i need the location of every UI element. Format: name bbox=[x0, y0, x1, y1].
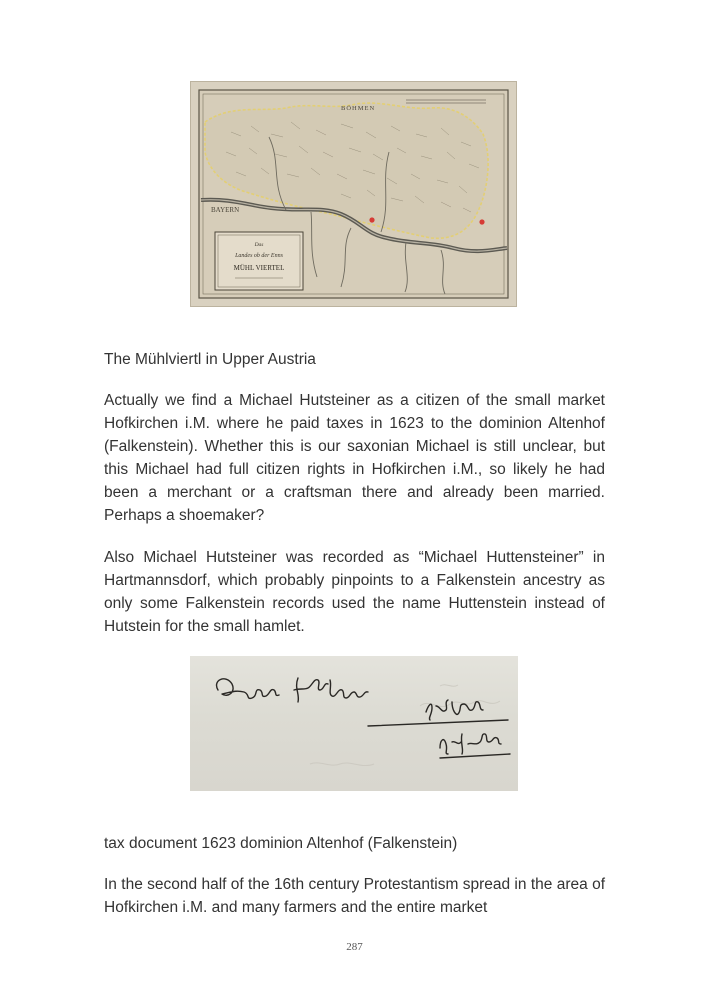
svg-text:Landes ob der Enns: Landes ob der Enns bbox=[235, 253, 283, 259]
handwriting-drawing bbox=[190, 656, 518, 791]
paragraph: In the second half of the 16th century Protestantism spread in the area of Hofkirchen i.M. and many farmers and the entire market bbox=[104, 876, 605, 916]
map-drawing bbox=[191, 82, 516, 306]
map-label: BÖHMEN bbox=[341, 105, 376, 112]
tax-document-image bbox=[190, 656, 518, 791]
map-marker bbox=[479, 219, 484, 224]
map-label: BAYERN bbox=[211, 206, 240, 214]
paragraph: Actually we find a Michael Hutsteiner as a citizen of the small market Hofkirchen i.M. where he paid taxes in 1623 to the dominion Altenhof (Falkenstein). Whether this is our saxonian Michael is still unclear, but this Michael had full citizen rights in Hofkirchen i.M., so likely he had been a merchant or a craftsman there and already been married. Perhaps a shoemaker? bbox=[104, 392, 605, 524]
svg-text:Das: Das bbox=[254, 242, 264, 248]
map-cartouche bbox=[215, 232, 303, 290]
historic-map-image bbox=[190, 81, 517, 307]
paragraph: Also Michael Hutsteiner was recorded as “Michael Huttensteiner” in Hartmannsdorf, which probably pinpoints to a Falkenstein ancestry as only some Falkenstein records used the name Huttenstein instead of Hutstein for the small hamlet. bbox=[104, 549, 605, 635]
map-marker bbox=[369, 217, 374, 222]
svg-text:MÜHL VIERTEL: MÜHL VIERTEL bbox=[233, 264, 285, 272]
page-number: 287 bbox=[346, 941, 363, 953]
map-caption: The Mühlviertl in Upper Austria bbox=[104, 351, 316, 368]
tax-document-caption: tax document 1623 dominion Altenhof (Falkenstein) bbox=[104, 835, 458, 852]
